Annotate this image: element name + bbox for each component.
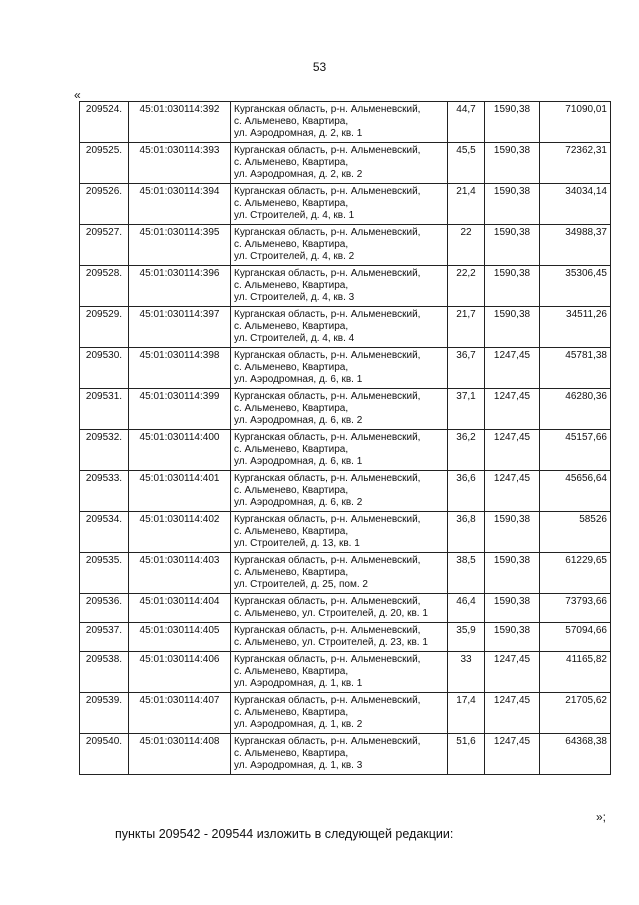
cadastral-number-cell: 45:01:030114:399	[129, 389, 231, 430]
address-cell	[231, 348, 448, 389]
total-value-cell: 71090,01	[540, 102, 611, 143]
area-cell: 46,4	[448, 594, 485, 623]
total-value-cell: 73793,66	[540, 594, 611, 623]
table-row	[80, 389, 611, 430]
row-number-cell: 209536.	[80, 594, 129, 623]
row-number-cell: 209529.	[80, 307, 129, 348]
address-line: ул. Аэродромная, д. 1, кв. 2	[234, 719, 363, 730]
address-line: с. Альменево, Квартира,	[234, 157, 349, 168]
address-cell	[231, 143, 448, 184]
address-cell	[231, 225, 448, 266]
address-cell	[231, 471, 448, 512]
unit-price-cell: 1590,38	[485, 594, 540, 623]
total-value-cell: 34034,14	[540, 184, 611, 225]
unit-price-cell: 1590,38	[485, 184, 540, 225]
unit-price-cell: 1590,38	[485, 102, 540, 143]
area-cell: 45,5	[448, 143, 485, 184]
table-row	[80, 623, 611, 652]
cadastral-number-cell: 45:01:030114:392	[129, 102, 231, 143]
property-table	[79, 101, 611, 775]
unit-price-cell: 1247,45	[485, 471, 540, 512]
total-value-cell: 72362,31	[540, 143, 611, 184]
address-line: Курганская область, р-н. Альменевский,	[234, 654, 421, 665]
property-table-body	[80, 102, 611, 775]
address-cell	[231, 553, 448, 594]
address-line: с. Альменево, ул. Строителей, д. 23, кв. 1	[234, 637, 428, 648]
table-row	[80, 471, 611, 512]
address-line: с. Альменево, ул. Строителей, д. 20, кв. 1	[234, 608, 428, 619]
address-line: Курганская область, р-н. Альменевский,	[234, 514, 421, 525]
area-cell: 36,8	[448, 512, 485, 553]
amendment-text: пункты 209542 - 209544 изложить в следующей редакции:	[115, 827, 454, 841]
row-number-cell: 209528.	[80, 266, 129, 307]
row-number-cell: 209534.	[80, 512, 129, 553]
address-cell	[231, 430, 448, 471]
address-cell	[231, 512, 448, 553]
table-row	[80, 266, 611, 307]
total-value-cell: 58526	[540, 512, 611, 553]
address-line: Курганская область, р-н. Альменевский,	[234, 227, 421, 238]
address-line: с. Альменево, Квартира,	[234, 403, 349, 414]
table-row	[80, 348, 611, 389]
table-row	[80, 652, 611, 693]
table-row	[80, 553, 611, 594]
area-cell: 36,6	[448, 471, 485, 512]
closing-quote: »;	[596, 810, 607, 824]
row-number-cell: 209535.	[80, 553, 129, 594]
row-number-cell: 209526.	[80, 184, 129, 225]
address-line: ул. Аэродромная, д. 6, кв. 1	[234, 456, 363, 467]
unit-price-cell: 1590,38	[485, 143, 540, 184]
cadastral-number-cell: 45:01:030114:394	[129, 184, 231, 225]
table-row	[80, 594, 611, 623]
cadastral-number-cell: 45:01:030114:395	[129, 225, 231, 266]
area-cell: 36,7	[448, 348, 485, 389]
area-cell: 22	[448, 225, 485, 266]
table-row	[80, 102, 611, 143]
unit-price-cell: 1247,45	[485, 734, 540, 775]
cadastral-number-cell: 45:01:030114:393	[129, 143, 231, 184]
address-line: с. Альменево, Квартира,	[234, 526, 349, 537]
address-line: Курганская область, р-н. Альменевский,	[234, 555, 421, 566]
address-line: Курганская область, р-н. Альменевский,	[234, 350, 421, 361]
total-value-cell: 41165,82	[540, 652, 611, 693]
address-line: ул. Аэродромная, д. 2, кв. 1	[234, 128, 363, 139]
address-line: ул. Строителей, д. 25, пом. 2	[234, 579, 368, 590]
address-cell	[231, 734, 448, 775]
area-cell: 51,6	[448, 734, 485, 775]
table-row	[80, 512, 611, 553]
area-cell: 35,9	[448, 623, 485, 652]
address-line: ул. Аэродромная, д. 6, кв. 2	[234, 415, 363, 426]
area-cell: 37,1	[448, 389, 485, 430]
cadastral-number-cell: 45:01:030114:400	[129, 430, 231, 471]
unit-price-cell: 1590,38	[485, 225, 540, 266]
address-cell	[231, 623, 448, 652]
address-line: ул. Строителей, д. 4, кв. 3	[234, 292, 355, 303]
unit-price-cell: 1590,38	[485, 307, 540, 348]
unit-price-cell: 1590,38	[485, 623, 540, 652]
address-line: с. Альменево, Квартира,	[234, 666, 349, 677]
unit-price-cell: 1590,38	[485, 266, 540, 307]
opening-quote: «	[74, 88, 81, 102]
cadastral-number-cell: 45:01:030114:408	[129, 734, 231, 775]
unit-price-cell: 1590,38	[485, 553, 540, 594]
total-value-cell: 64368,38	[540, 734, 611, 775]
row-number-cell: 209530.	[80, 348, 129, 389]
address-line: с. Альменево, Квартира,	[234, 116, 349, 127]
cadastral-number-cell: 45:01:030114:398	[129, 348, 231, 389]
area-cell: 17,4	[448, 693, 485, 734]
address-line: ул. Аэродромная, д. 2, кв. 2	[234, 169, 363, 180]
address-line: Курганская область, р-н. Альменевский,	[234, 186, 421, 197]
unit-price-cell: 1247,45	[485, 430, 540, 471]
address-line: с. Альменево, Квартира,	[234, 707, 349, 718]
total-value-cell: 35306,45	[540, 266, 611, 307]
address-line: ул. Строителей, д. 4, кв. 2	[234, 251, 355, 262]
page-number: 53	[312, 60, 327, 74]
total-value-cell: 34511,26	[540, 307, 611, 348]
address-line: ул. Строителей, д. 13, кв. 1	[234, 538, 360, 549]
area-cell: 33	[448, 652, 485, 693]
address-line: Курганская область, р-н. Альменевский,	[234, 268, 421, 279]
unit-price-cell: 1247,45	[485, 693, 540, 734]
address-line: Курганская область, р-н. Альменевский,	[234, 596, 421, 607]
total-value-cell: 57094,66	[540, 623, 611, 652]
address-cell	[231, 693, 448, 734]
total-value-cell: 61229,65	[540, 553, 611, 594]
address-line: Курганская область, р-н. Альменевский,	[234, 391, 421, 402]
address-cell	[231, 307, 448, 348]
table-row	[80, 693, 611, 734]
address-line: Курганская область, р-н. Альменевский,	[234, 104, 421, 115]
address-line: ул. Строителей, д. 4, кв. 1	[234, 210, 355, 221]
address-line: Курганская область, р-н. Альменевский,	[234, 309, 421, 320]
row-number-cell: 209531.	[80, 389, 129, 430]
area-cell: 22,2	[448, 266, 485, 307]
address-line: Курганская область, р-н. Альменевский,	[234, 625, 421, 636]
address-line: ул. Аэродромная, д. 6, кв. 2	[234, 497, 363, 508]
address-line: ул. Аэродромная, д. 6, кв. 1	[234, 374, 363, 385]
address-line: с. Альменево, Квартира,	[234, 280, 349, 291]
address-line: ул. Строителей, д. 4, кв. 4	[234, 333, 355, 344]
address-cell	[231, 102, 448, 143]
cadastral-number-cell: 45:01:030114:407	[129, 693, 231, 734]
address-cell	[231, 652, 448, 693]
address-line: ул. Аэродромная, д. 1, кв. 3	[234, 760, 363, 771]
address-line: с. Альменево, Квартира,	[234, 748, 349, 759]
cadastral-number-cell: 45:01:030114:403	[129, 553, 231, 594]
table-row	[80, 307, 611, 348]
cadastral-number-cell: 45:01:030114:404	[129, 594, 231, 623]
table-row	[80, 430, 611, 471]
total-value-cell: 46280,36	[540, 389, 611, 430]
row-number-cell: 209538.	[80, 652, 129, 693]
table-row	[80, 734, 611, 775]
total-value-cell: 45656,64	[540, 471, 611, 512]
table-row	[80, 225, 611, 266]
row-number-cell: 209539.	[80, 693, 129, 734]
row-number-cell: 209540.	[80, 734, 129, 775]
row-number-cell: 209525.	[80, 143, 129, 184]
total-value-cell: 34988,37	[540, 225, 611, 266]
area-cell: 36,2	[448, 430, 485, 471]
area-cell: 21,7	[448, 307, 485, 348]
unit-price-cell: 1247,45	[485, 348, 540, 389]
row-number-cell: 209537.	[80, 623, 129, 652]
area-cell: 21,4	[448, 184, 485, 225]
address-cell	[231, 389, 448, 430]
total-value-cell: 21705,62	[540, 693, 611, 734]
cadastral-number-cell: 45:01:030114:396	[129, 266, 231, 307]
row-number-cell: 209532.	[80, 430, 129, 471]
address-line: с. Альменево, Квартира,	[234, 198, 349, 209]
area-cell: 44,7	[448, 102, 485, 143]
table-row	[80, 143, 611, 184]
row-number-cell: 209527.	[80, 225, 129, 266]
address-cell	[231, 184, 448, 225]
address-line: с. Альменево, Квартира,	[234, 444, 349, 455]
unit-price-cell: 1247,45	[485, 389, 540, 430]
address-line: с. Альменево, Квартира,	[234, 362, 349, 373]
address-cell	[231, 266, 448, 307]
area-cell: 38,5	[448, 553, 485, 594]
address-line: ул. Аэродромная, д. 1, кв. 1	[234, 678, 363, 689]
unit-price-cell: 1247,45	[485, 652, 540, 693]
cadastral-number-cell: 45:01:030114:405	[129, 623, 231, 652]
cadastral-number-cell: 45:01:030114:402	[129, 512, 231, 553]
address-line: с. Альменево, Квартира,	[234, 567, 349, 578]
address-line: с. Альменево, Квартира,	[234, 321, 349, 332]
address-line: с. Альменево, Квартира,	[234, 485, 349, 496]
address-line: с. Альменево, Квартира,	[234, 239, 349, 250]
row-number-cell: 209524.	[80, 102, 129, 143]
cadastral-number-cell: 45:01:030114:406	[129, 652, 231, 693]
unit-price-cell: 1590,38	[485, 512, 540, 553]
address-line: Курганская область, р-н. Альменевский,	[234, 736, 421, 747]
total-value-cell: 45157,66	[540, 430, 611, 471]
cadastral-number-cell: 45:01:030114:397	[129, 307, 231, 348]
address-line: Курганская область, р-н. Альменевский,	[234, 473, 421, 484]
row-number-cell: 209533.	[80, 471, 129, 512]
address-line: Курганская область, р-н. Альменевский,	[234, 432, 421, 443]
address-cell	[231, 594, 448, 623]
address-line: Курганская область, р-н. Альменевский,	[234, 695, 421, 706]
address-line: Курганская область, р-н. Альменевский,	[234, 145, 421, 156]
cadastral-number-cell: 45:01:030114:401	[129, 471, 231, 512]
table-row	[80, 184, 611, 225]
total-value-cell: 45781,38	[540, 348, 611, 389]
